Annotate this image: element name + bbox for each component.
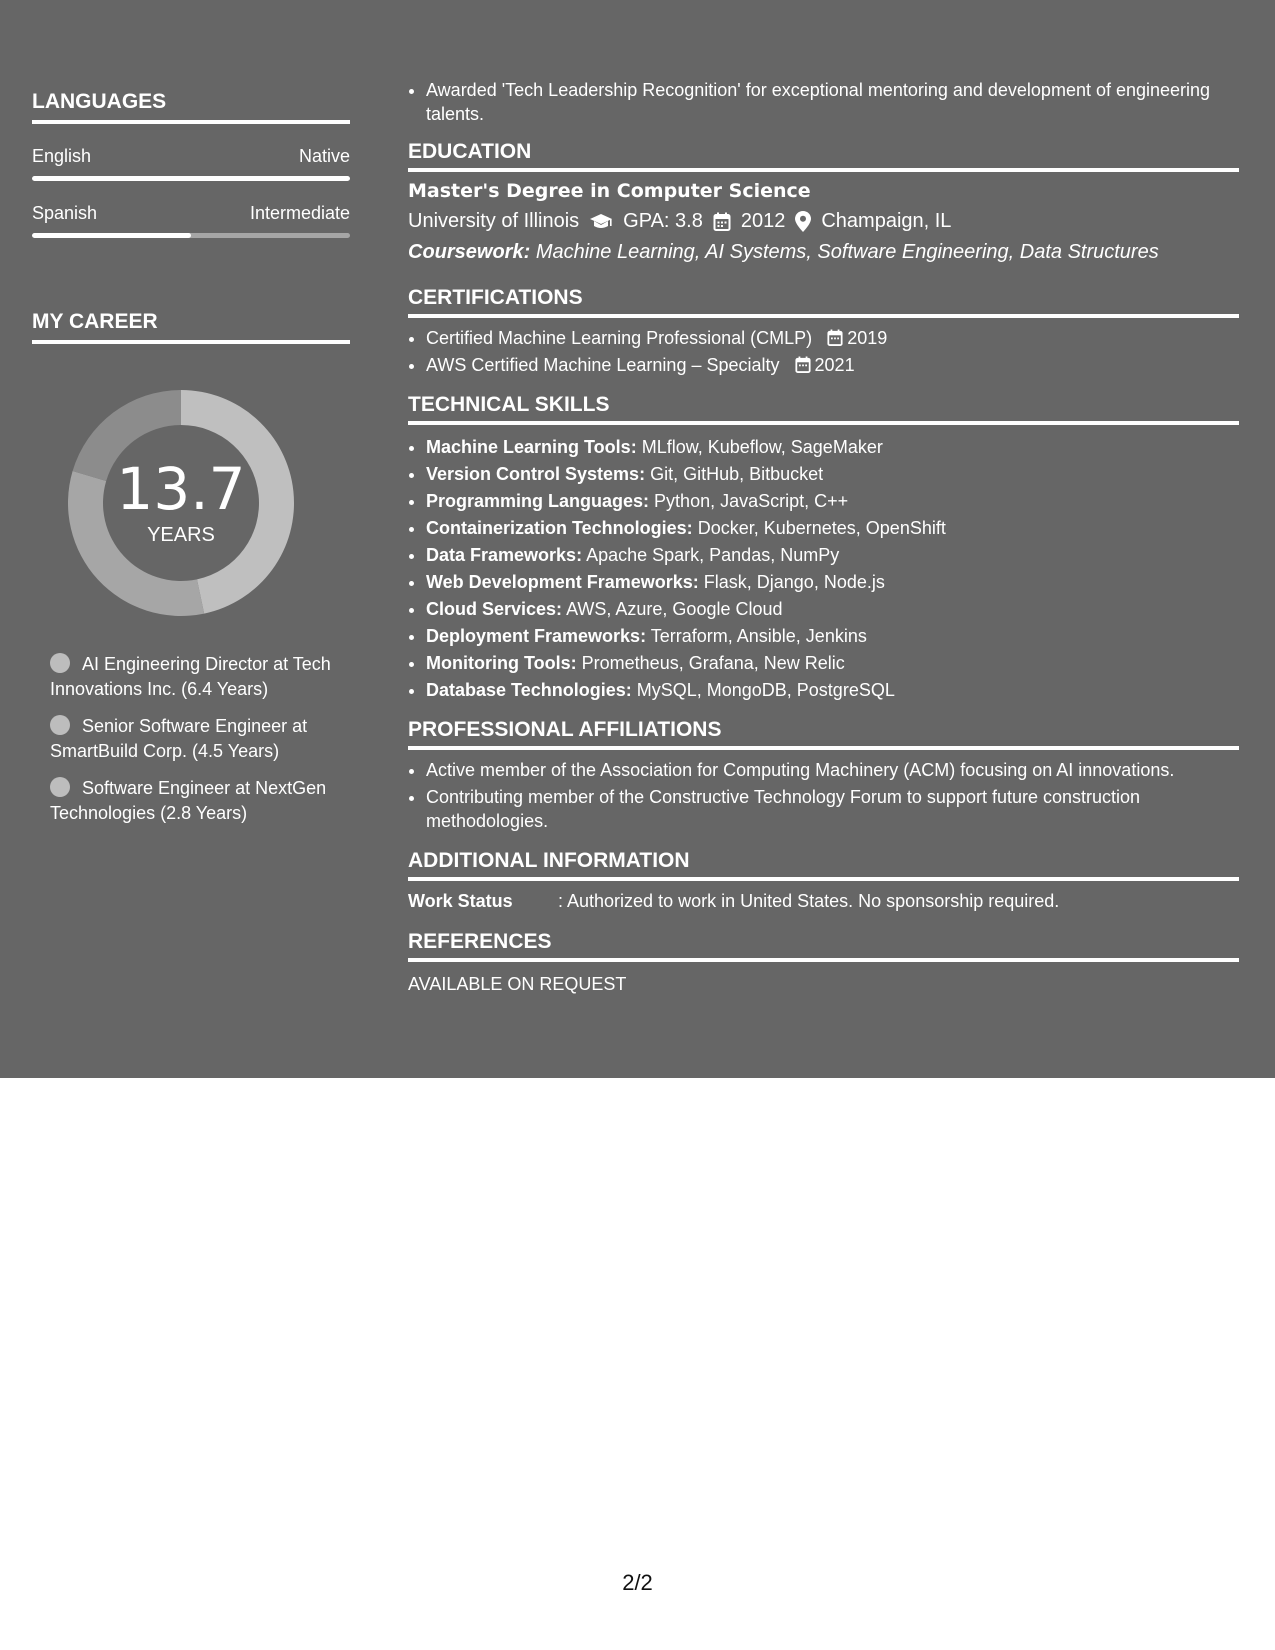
main-content: [408, 78, 1239, 995]
language-level: Intermediate: [249, 203, 350, 223]
skill-value: Apache Spark, Pandas, NumPy: [586, 545, 840, 565]
education-year: 2012: [740, 210, 786, 232]
skill-value: Python, JavaScript, C++: [654, 491, 849, 511]
language-item: [32, 203, 350, 238]
skill-label: Monitoring Tools:: [426, 653, 577, 673]
education-section: [408, 140, 1239, 264]
affiliation-item: • Contributing member of the Constructive Technology Forum to support future construction methodologies.: [426, 785, 1239, 833]
skill-value: MLflow, Kubeflow, SageMaker: [641, 437, 883, 457]
bullet-dot-icon: [50, 715, 70, 735]
skill-value: Git, GitHub, Bitbucket: [650, 464, 824, 484]
career-item-text: AI Engineering Director at Tech Innovations Inc. (6.4 Years): [50, 654, 331, 699]
coursework-label: Coursework:: [408, 241, 531, 263]
skill-label: Containerization Technologies:: [426, 518, 693, 538]
work-status-value: : Authorized to work in United States. No sponsorship required.: [558, 891, 1060, 911]
page-number: 2/2: [622, 1570, 653, 1595]
career-heading: MY CAREER: [32, 310, 350, 344]
certifications-list: [408, 326, 1239, 377]
calendar-icon: [713, 212, 731, 231]
skill-item: [426, 543, 1239, 567]
career-item: [50, 776, 335, 826]
experience-bullets: [408, 78, 1239, 126]
skill-item: [426, 624, 1239, 648]
skills-section: [408, 393, 1239, 702]
education-location: Champaign, IL: [821, 210, 952, 232]
affiliation-item: • Active member of the Association for Computing Machinery (ACM) focusing on AI innovations.: [426, 758, 1239, 782]
sidebar: [32, 90, 350, 838]
skill-item: [426, 435, 1239, 459]
language-name: Spanish: [32, 203, 98, 223]
skill-label: Version Control Systems:: [426, 464, 646, 484]
bullet-dot-icon: [50, 653, 70, 673]
skill-item: [426, 651, 1239, 675]
career-donut-chart: [66, 388, 296, 618]
education-gpa: GPA: 3.8: [623, 210, 703, 232]
career-item: [50, 652, 335, 702]
language-level: Native: [298, 146, 350, 166]
skill-item: [426, 462, 1239, 486]
education-school: University of Illinois: [408, 210, 580, 232]
career-total-unit: YEARS: [147, 523, 215, 546]
skill-label: Deployment Frameworks:: [426, 626, 647, 646]
certification-year: 2021: [814, 355, 855, 375]
skill-value: Terraform, Ansible, Jenkins: [650, 626, 867, 646]
certifications-section: [408, 286, 1239, 377]
skill-label: Cloud Services:: [426, 599, 563, 619]
additional-info-section: [408, 849, 1239, 912]
education-details: [408, 210, 1239, 233]
language-proficiency-fill: [32, 176, 350, 181]
skill-label: Web Development Frameworks:: [426, 572, 699, 592]
career-total-years: 13.7: [116, 454, 246, 523]
skill-item: [426, 597, 1239, 621]
career-list: [50, 652, 335, 826]
skill-label: Programming Languages:: [426, 491, 650, 511]
graduation-cap-icon: [589, 213, 613, 231]
career-item: [50, 714, 335, 764]
skill-label: Machine Learning Tools:: [426, 437, 637, 457]
language-item: [32, 146, 350, 181]
certification-item: [426, 353, 1239, 377]
language-proficiency-fill: [32, 233, 191, 238]
work-status-row: [408, 891, 1239, 912]
skill-value: AWS, Azure, Google Cloud: [566, 599, 783, 619]
career-item-text: Senior Software Engineer at SmartBuild Corp. (4.5 Years): [50, 716, 308, 761]
calendar-icon: [827, 329, 843, 346]
additional-info-heading: ADDITIONAL INFORMATION: [408, 849, 1239, 881]
education-degree: Master's Degree in Computer Science: [408, 180, 811, 202]
languages-heading: LANGUAGES: [32, 90, 350, 124]
references-heading: REFERENCES: [408, 930, 1239, 962]
location-pin-icon: [795, 211, 811, 232]
certification-item: [426, 326, 1239, 350]
experience-bullet: • Awarded 'Tech Leadership Recognition' for exceptional mentoring and development of engineering talents.: [426, 78, 1239, 126]
language-proficiency-bar: [32, 176, 350, 181]
bullet-dot-icon: [50, 777, 70, 797]
skill-value: Flask, Django, Node.js: [703, 572, 885, 592]
references-text: AVAILABLE ON REQUEST: [408, 974, 627, 994]
affiliations-list: [408, 758, 1239, 833]
affiliations-section: [408, 718, 1239, 833]
affiliations-heading: PROFESSIONAL AFFILIATIONS: [408, 718, 1239, 750]
skill-value: Prometheus, Grafana, New Relic: [581, 653, 845, 673]
education-heading: EDUCATION: [408, 140, 1239, 172]
language-name: English: [32, 146, 92, 166]
skill-value: MySQL, MongoDB, PostgreSQL: [636, 680, 895, 700]
career-item-text: Software Engineer at NextGen Technologies (2.8 Years): [50, 778, 327, 823]
skills-list: [408, 435, 1239, 702]
skill-item: [426, 678, 1239, 702]
certification-name: Certified Machine Learning Professional (CMLP): [426, 328, 813, 348]
coursework-value: Machine Learning, AI Systems, Software Engineering, Data Structures: [535, 241, 1159, 263]
skill-item: [426, 489, 1239, 513]
calendar-icon: [795, 356, 811, 373]
skill-label: Data Frameworks:: [426, 545, 583, 565]
references-section: [408, 930, 1239, 995]
skill-label: Database Technologies:: [426, 680, 632, 700]
work-status-label: Work Status: [408, 891, 513, 911]
education-coursework: [408, 241, 1239, 264]
skill-item: [426, 516, 1239, 540]
skill-item: [426, 570, 1239, 594]
skill-value: Docker, Kubernetes, OpenShift: [697, 518, 946, 538]
language-proficiency-bar: [32, 233, 350, 238]
certification-year: 2019: [847, 328, 888, 348]
certifications-heading: CERTIFICATIONS: [408, 286, 1239, 318]
certification-name: AWS Certified Machine Learning – Specialty: [426, 355, 780, 375]
skills-heading: TECHNICAL SKILLS: [408, 393, 1239, 425]
